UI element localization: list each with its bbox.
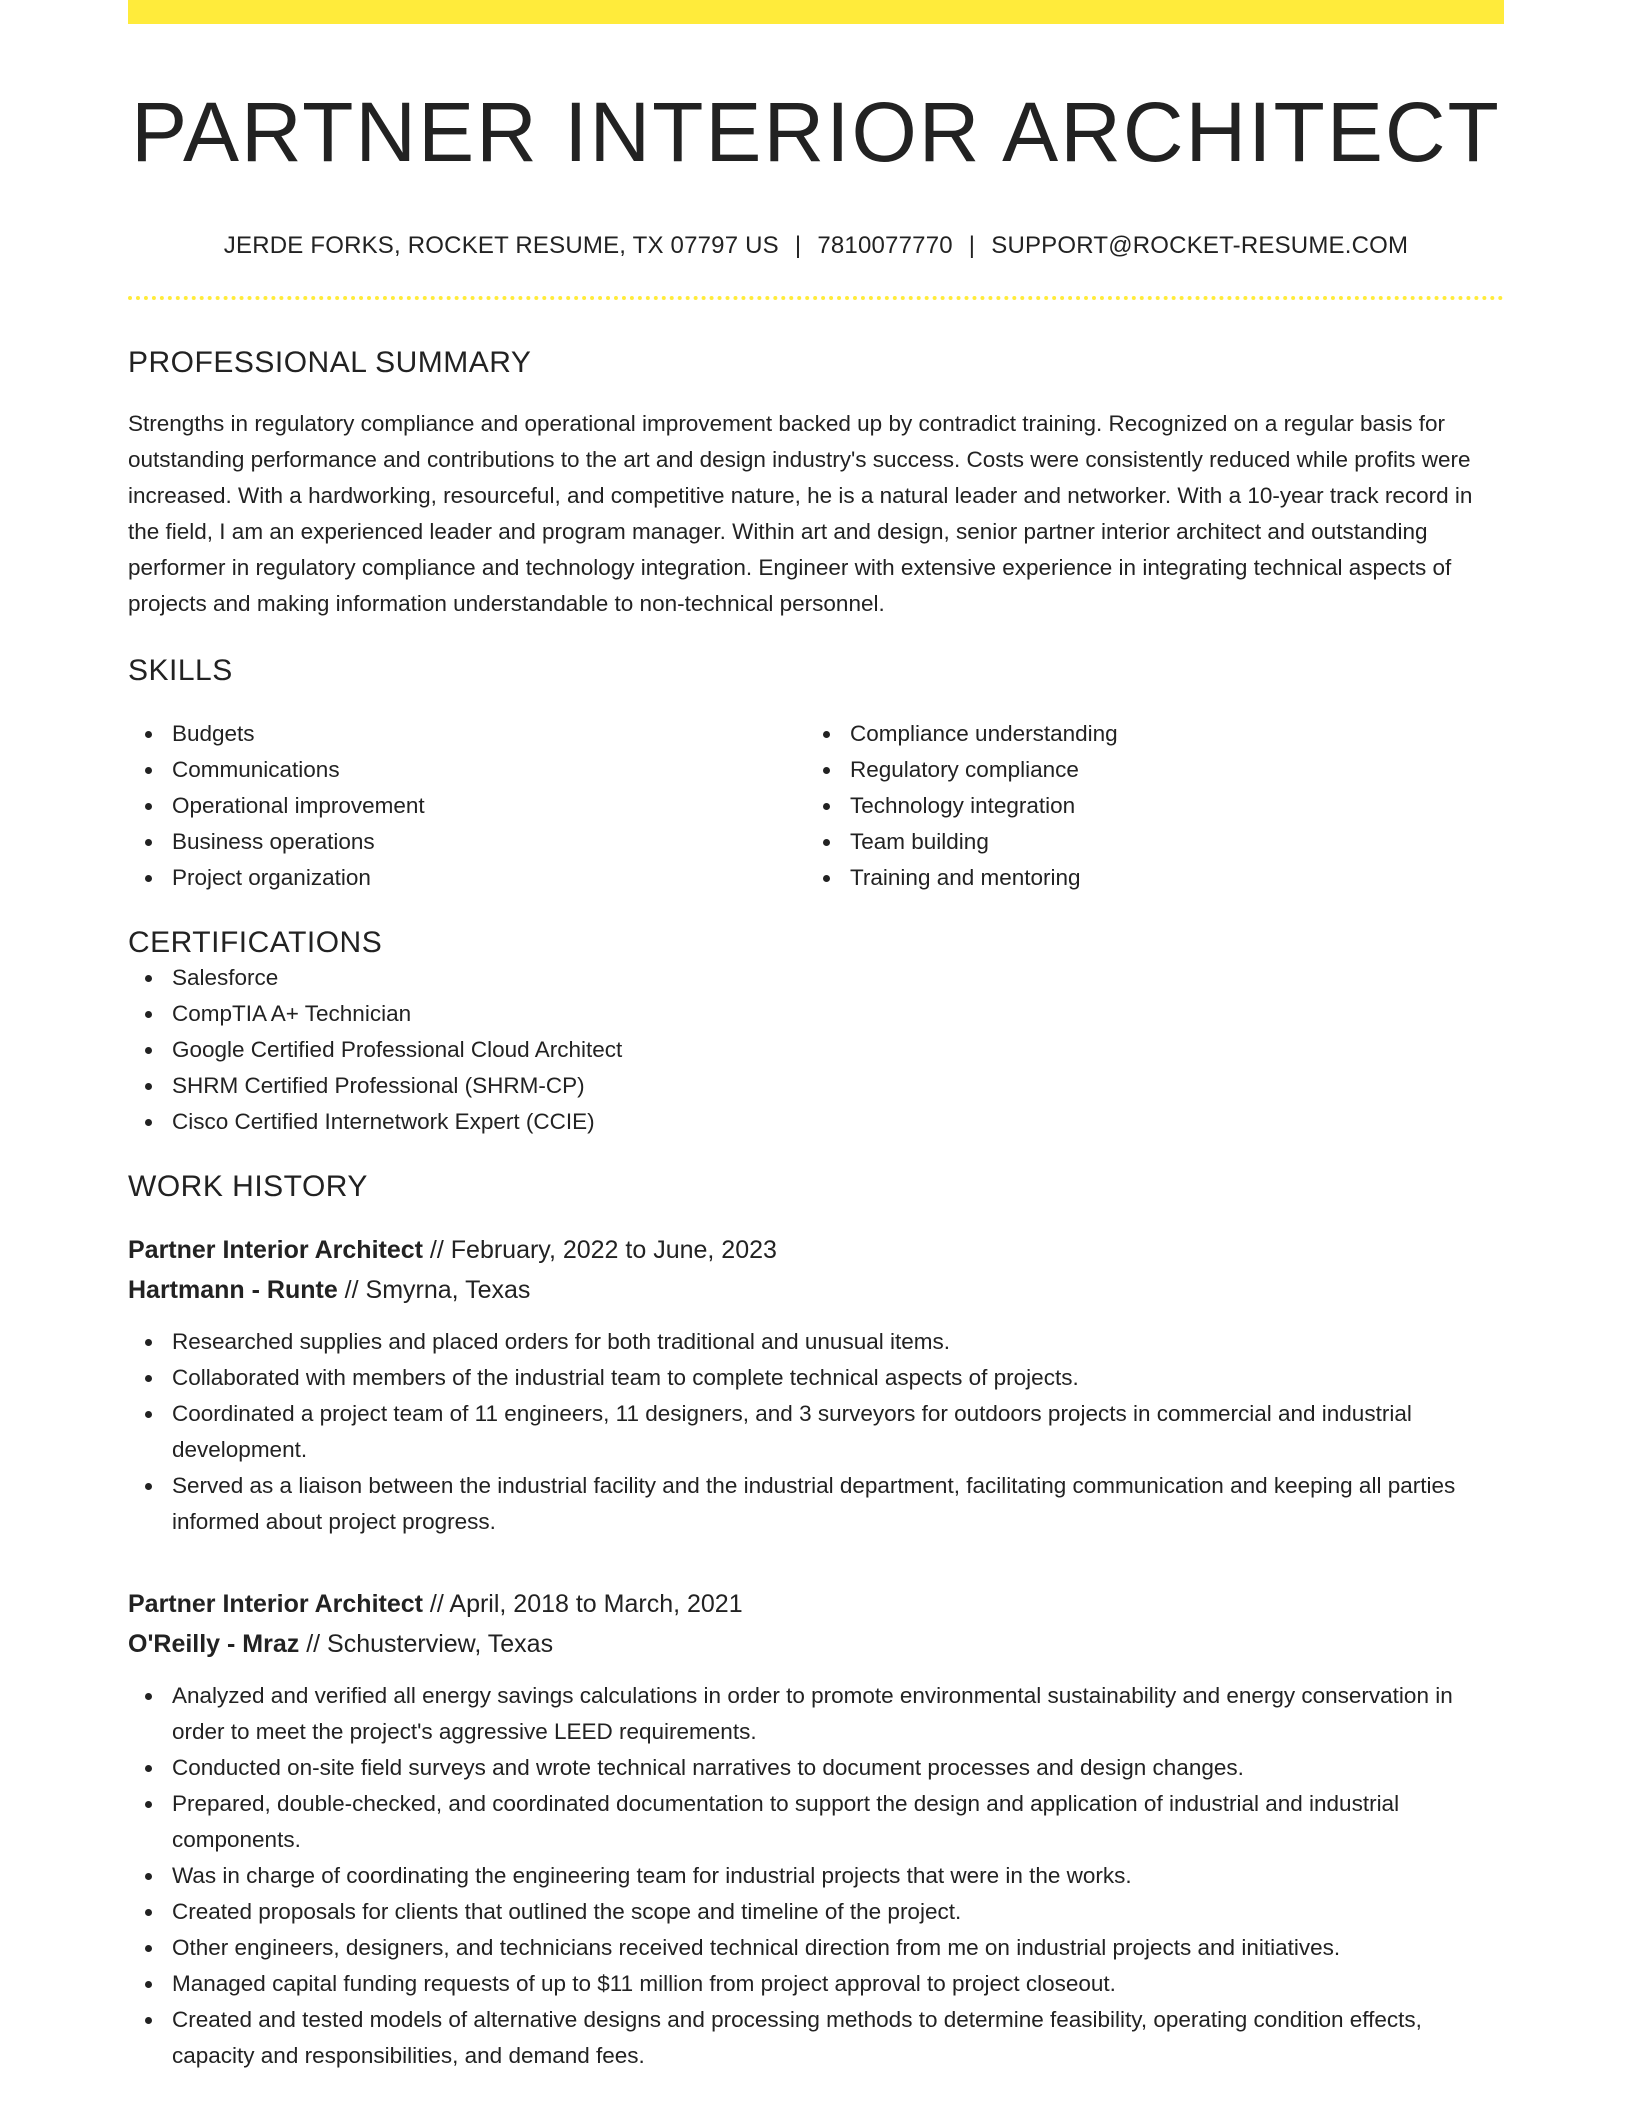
certifications-list: [128, 960, 1504, 1140]
skill-item: Operational improvement: [128, 788, 806, 824]
skills-heading: SKILLS: [128, 654, 233, 688]
skill-item: Compliance understanding: [806, 716, 1484, 752]
skill-item: Regulatory compliance: [806, 752, 1484, 788]
job-dates: // February, 2022 to June, 2023: [422, 1236, 777, 1265]
job-bullet: Created and tested models of alternative designs and processing methods to determine feasibility, operating condition effects, capacity and responsibilities, and demand fees.: [128, 2002, 1504, 2074]
job-company-line: [128, 1270, 1504, 1310]
certification-item: Cisco Certified Internetwork Expert (CCIE): [128, 1104, 1504, 1140]
skill-item: Business operations: [128, 824, 806, 860]
separator: |: [794, 232, 802, 260]
job-bullet: Analyzed and verified all energy savings calculations in order to promote environmental sustainability and energy conservation in order to meet the project's aggressive LEED requirements.: [128, 1678, 1504, 1750]
job-bullet: Was in charge of coordinating the engineering team for industrial projects that were in the works.: [128, 1858, 1504, 1894]
job-bullets: [128, 1324, 1504, 1540]
skill-item: Technology integration: [806, 788, 1484, 824]
work-history-heading: WORK HISTORY: [128, 1170, 368, 1204]
certification-item: CompTIA A+ Technician: [128, 996, 1504, 1032]
job-bullet: Managed capital funding requests of up to $11 million from project approval to project closeout.: [128, 1966, 1504, 2002]
certification-item: Google Certified Professional Cloud Architect: [128, 1032, 1504, 1068]
summary-heading: PROFESSIONAL SUMMARY: [128, 346, 532, 380]
contact-line: [128, 232, 1504, 260]
address: JERDE FORKS, ROCKET RESUME, TX 07797 US: [223, 232, 779, 260]
job-location: // Smyrna, Texas: [337, 1276, 531, 1305]
email: SUPPORT@ROCKET-RESUME.COM: [991, 232, 1409, 260]
certifications-heading: CERTIFICATIONS: [128, 926, 383, 960]
skills-list: [128, 716, 1504, 896]
skill-item: Training and mentoring: [806, 860, 1484, 896]
dotted-divider: [128, 296, 1504, 300]
skills-column-left: [128, 716, 806, 896]
job-role: Partner Interior Architect: [128, 1236, 423, 1265]
job-bullet: Created proposals for clients that outlined the scope and timeline of the project.: [128, 1894, 1504, 1930]
skill-item: Team building: [806, 824, 1484, 860]
job-entry: [128, 1230, 1504, 1540]
job-location: // Schusterview, Texas: [299, 1630, 554, 1659]
skill-item: Project organization: [128, 860, 806, 896]
job-bullets: [128, 1678, 1504, 2074]
job-bullet: Conducted on-site field surveys and wrote technical narratives to document processes and design changes.: [128, 1750, 1504, 1786]
skill-item: Communications: [128, 752, 806, 788]
job-bullet: Coordinated a project team of 11 engineers, 11 designers, and 3 surveyors for outdoors projects in commercial and industrial development.: [128, 1396, 1504, 1468]
phone: 7810077770: [817, 232, 953, 260]
job-title-line: [128, 1230, 1504, 1270]
job-role: Partner Interior Architect: [128, 1590, 423, 1619]
resume-page: [128, 0, 1504, 2074]
resume-title: PARTNER INTERIOR ARCHITECT: [131, 85, 1501, 179]
job-bullet: Served as a liaison between the industrial facility and the industrial department, facilitating communication and keeping all parties informed about project progress.: [128, 1468, 1504, 1540]
job-company-line: [128, 1624, 1504, 1664]
skills-column-right: [806, 716, 1484, 896]
certification-item: SHRM Certified Professional (SHRM-CP): [128, 1068, 1504, 1104]
job-company: Hartmann - Runte: [128, 1276, 338, 1305]
skill-item: Budgets: [128, 716, 806, 752]
separator: |: [968, 232, 976, 260]
job-title-line: [128, 1584, 1504, 1624]
job-bullet: Other engineers, designers, and technicians received technical direction from me on industrial projects and initiatives.: [128, 1930, 1504, 1966]
job-entry: [128, 1584, 1504, 2074]
certification-item: Salesforce: [128, 960, 1504, 996]
job-dates: // April, 2018 to March, 2021: [422, 1590, 743, 1619]
job-bullet: Researched supplies and placed orders for both traditional and unusual items.: [128, 1324, 1504, 1360]
job-company: O'Reilly - Mraz: [128, 1630, 300, 1659]
accent-bar: [128, 0, 1504, 24]
summary-text: Strengths in regulatory compliance and operational improvement backed up by contradict training. Recognized on a regular basis for outstanding performance and contributions to the art and design industry's success. Costs were consistently reduced while profits were increased. With a hardworking, resourceful, and competitive nature, he is a natural leader and networker. With a 10-year track record in the field, I am an experienced leader and program manager. Within art and design, senior partner interior architect and outstanding performer in regulatory compliance and technology integration. Engineer with extensive experience in integrating technical aspects of projects and making information understandable to non-technical personnel.: [128, 411, 1473, 617]
job-bullet: Collaborated with members of the industrial team to complete technical aspects of projects.: [128, 1360, 1504, 1396]
job-bullet: Prepared, double-checked, and coordinated documentation to support the design and application of industrial and industrial components.: [128, 1786, 1504, 1858]
